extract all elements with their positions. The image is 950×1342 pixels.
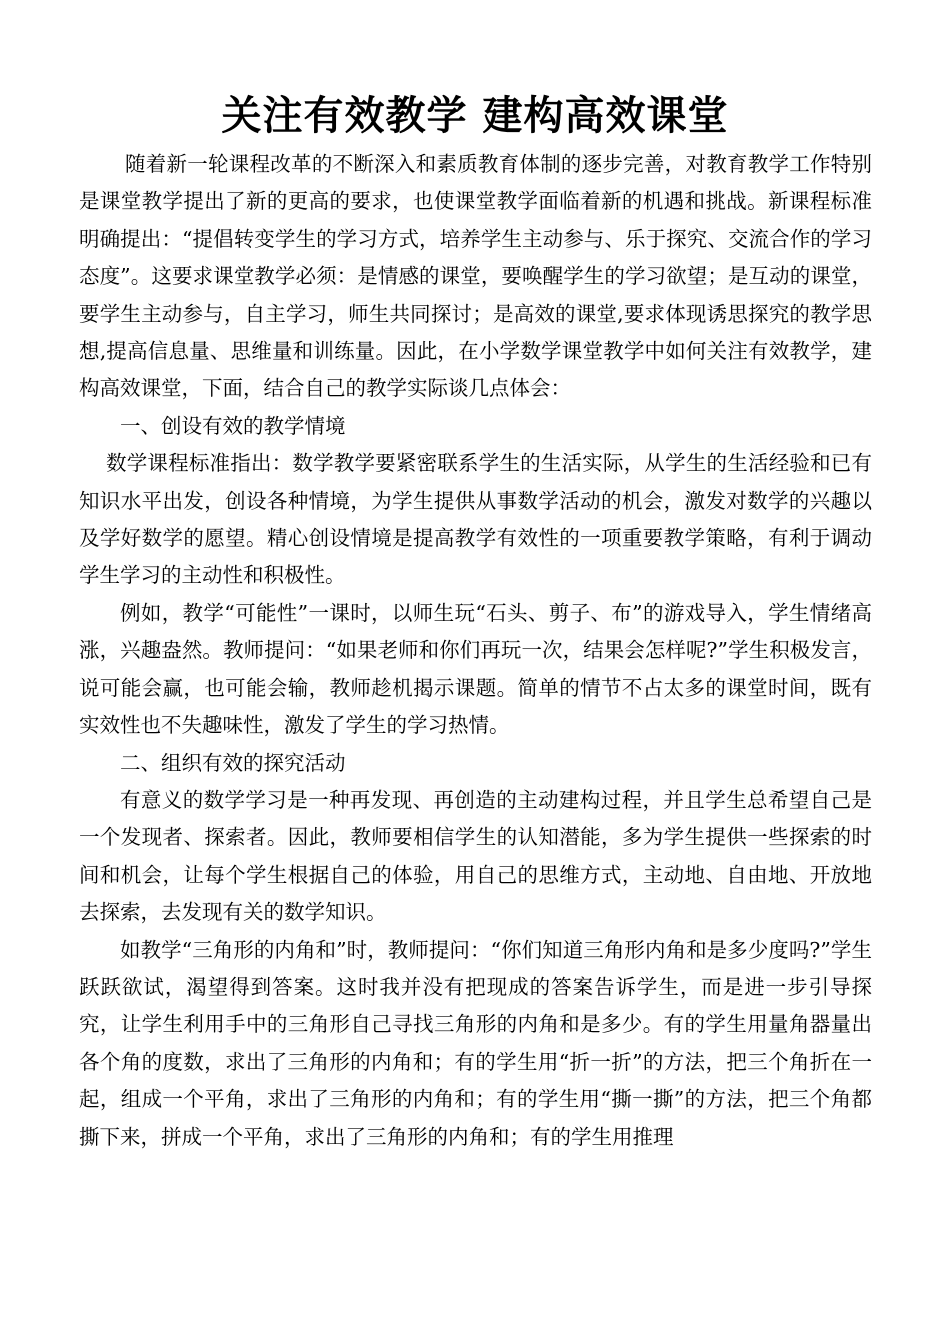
section-heading-2: 二、组织有效的探究活动 xyxy=(120,750,346,775)
section-heading-1: 一、创设有效的教学情境 xyxy=(120,413,346,438)
body-paragraph: 有意义的数学学习是一种再发现、再创造的主动建构过程，并且学生总希望自己是一个发现者、探索者。因此，教师要相信学生的认知潜能，多为学生提供一些探索的时间和机会，让每个学生根据自己的体验，用自己的思维方式，主动地、自由地、开放地去探索，去发现有关的数学知识。 xyxy=(79,787,872,925)
body-paragraph: 数学课程标准指出：数学教学要紧密联系学生的生活实际，从学生的生活经验和已有知识水平出发，创设各种情境，为学生提供从事数学活动的机会，激发对数学的兴趣以及学好数学的愿望。精心创设情境是提高教学有效性的一项重要教学策略，有利于调动学生学习的主动性和积极性。 xyxy=(79,451,872,588)
body-paragraph: 例如，教学“可能性”一课时，以师生玩“石头、剪子、布”的游戏导入，学生情绪高涨，兴趣盎然。教师提问：“如果老师和你们再玩一次，结果会怎样呢?”学生积极发言，说可能会赢，也可能会输，教师趁机揭示课题。简单的情节不占太多的课堂时间，既有实效性也不失趣味性，激发了学生的学习热情。 xyxy=(79,600,872,738)
document-body xyxy=(79,146,872,1156)
intro-paragraph: 随着新一轮课程改革的不断深入和素质教育体制的逐步完善，对教育教学工作特别是课堂教学提出了新的更高的要求，也使课堂教学面临着新的机遇和挑战。新课程标准明确提出：“提倡转变学生的学习方式，培养学生主动参与、乐于探究、交流合作的学习态度”。这要求课堂教学必须：是情感的课堂，要唤醒学生的学习欲望；是互动的课堂，要学生主动参与，自主学习，师生共同探讨；是高效的课堂,要求体现诱思探究的教学思想,提高信息量、思维量和训练量。因此，在小学数学课堂教学中如何关注有效教学，建构高效课堂，下面，结合自己的教学实际谈几点体会： xyxy=(79,152,872,401)
document-title: 关注有效教学 建构高效课堂 xyxy=(221,93,729,139)
body-paragraph: 如教学“三角形的内角和”时，教师提问：“你们知道三角形内角和是多少度吗?”学生跃跃欲试，渴望得到答案。这时我并没有把现成的答案告诉学生，而是进一步引导探究，让学生利用手中的三角形自己寻找三角形的内角和是多少。有的学生用量角器量出各个角的度数，求出了三角形的内角和；有的学生用“折一折”的方法，把三个角折在一起，组成一个平角，求出了三角形的内角和；有的学生用“撕一撕”的方法，把三个角都撕下来，拼成一个平角，求出了三角形的内角和；有的学生用推理 xyxy=(79,937,872,1149)
